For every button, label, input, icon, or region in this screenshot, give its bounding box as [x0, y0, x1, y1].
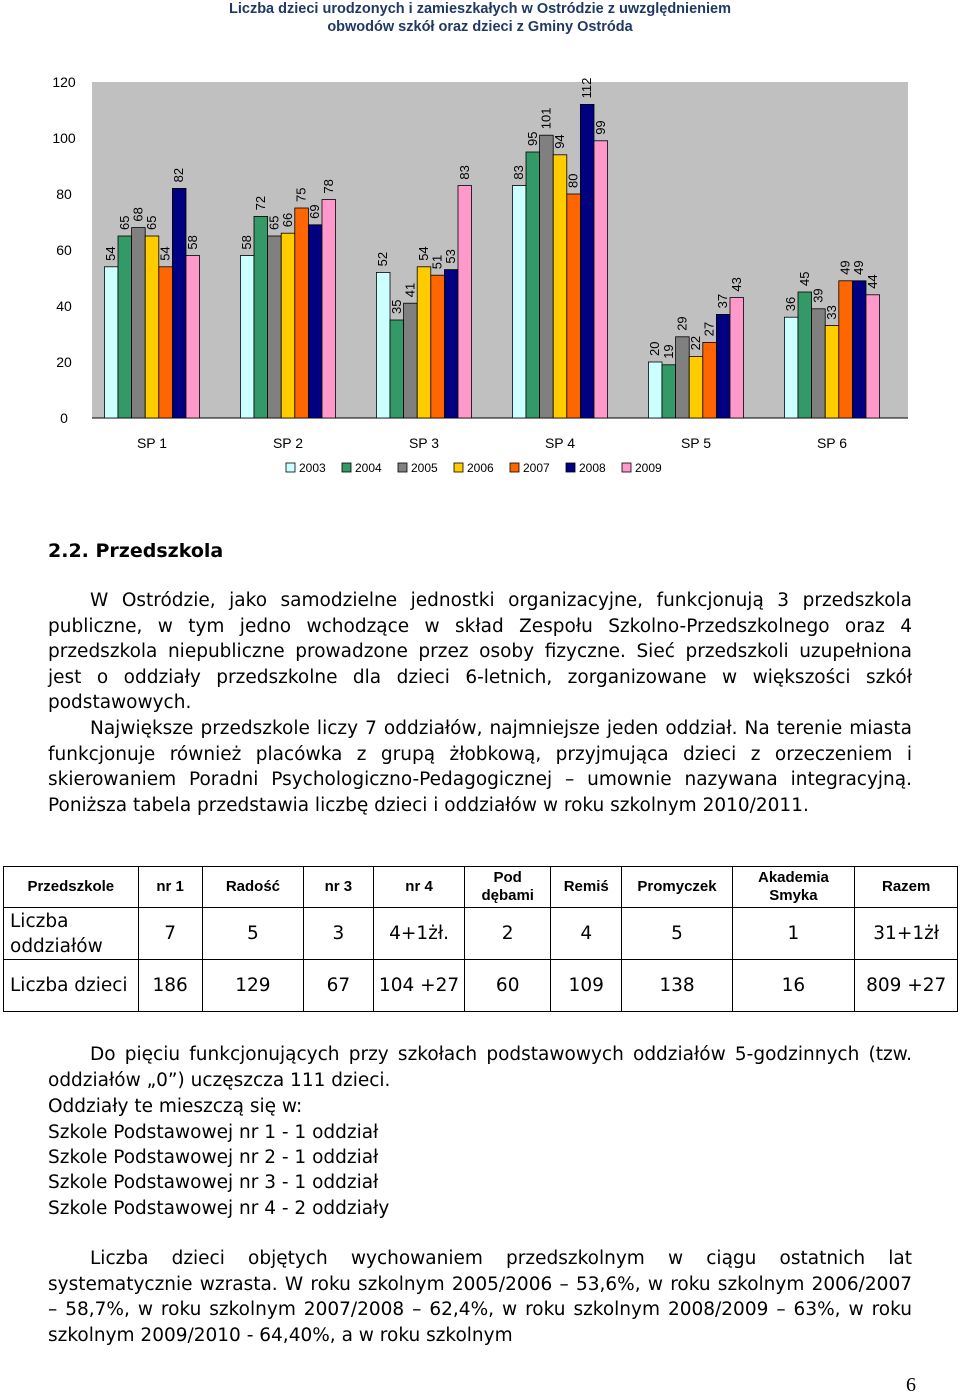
table-cell: 5 [202, 908, 303, 960]
bar-data-label: 65 [144, 215, 159, 230]
chart-bar [417, 267, 431, 418]
y-tick-label: 120 [52, 74, 76, 90]
table-header-cell: Akademia Smyka [732, 867, 855, 908]
table-cell: 109 [550, 960, 622, 1012]
table-cell: 809 +27 [855, 960, 958, 1012]
table-header-cell: Promyczek [622, 867, 732, 908]
table-cell: 4 [550, 908, 622, 960]
bar-data-label: 37 [715, 293, 731, 309]
bar-data-label: 52 [375, 251, 391, 267]
table-cell: 4+1żł. [373, 908, 465, 960]
chart-bar [281, 233, 295, 418]
bar-data-label: 99 [592, 120, 608, 135]
bar-data-label: 22 [688, 335, 703, 351]
table-cell: 31+1żł [855, 908, 958, 960]
chart-bar [553, 155, 567, 418]
table-cell: 138 [622, 960, 732, 1012]
bar-data-label: 44 [864, 274, 880, 289]
chart-bar [404, 303, 418, 418]
chart-bar [159, 267, 173, 418]
table-cell: 104 +27 [373, 960, 465, 1012]
bar-data-label: 27 [701, 321, 717, 337]
legend-swatch [622, 463, 631, 472]
chart-bar [852, 281, 866, 418]
chart-bar [730, 298, 744, 418]
legend-swatch [398, 463, 407, 472]
page-number: 6 [906, 1374, 916, 1396]
chart-bar [866, 295, 880, 418]
list-intro: Oddziały te mieszczą się w: [48, 1096, 303, 1117]
bar-data-label: 83 [456, 165, 472, 180]
x-tick-label: SP 3 [408, 435, 440, 451]
bar-data-label: 101 [538, 107, 554, 130]
bar-data-label: 82 [171, 167, 187, 183]
bar-data-label: 75 [293, 187, 309, 202]
legend-label: 2008 [579, 461, 606, 475]
bar-data-label: 43 [728, 277, 744, 292]
legend-label: 2004 [355, 461, 382, 475]
bar-data-label: 49 [837, 260, 853, 275]
x-tick-label: SP 6 [816, 435, 848, 451]
table-header-cell: Radość [202, 867, 303, 908]
chart-bar [458, 186, 472, 418]
chart-bar [798, 292, 812, 418]
chart-bar [703, 342, 717, 418]
chart-bar [662, 365, 676, 418]
preschool-table [3, 866, 958, 1012]
section-heading: 2.2. Przedszkola [48, 540, 224, 562]
table-row [4, 960, 958, 1012]
bar-data-label: 19 [660, 344, 676, 359]
chart-bar [240, 256, 254, 418]
chart-bar [444, 270, 458, 418]
table-header-cell: Razem [855, 867, 958, 908]
legend-swatch [342, 463, 351, 472]
chart-bar [308, 225, 322, 418]
paragraph-sizes: Największe przedszkole liczy 7 oddziałów, najmniejsze jeden oddział. Na terenie miasta funkcjonuje również placówka z grupą żłobkową, przyjmująca dzieci z orzeczeniem i skierowaniem Poradni Psychologiczno-Pedagogicznej – umownie nazywana integracyjną. Poniższa tabela przedstawia liczbę dzieci i oddziałów w roku szkolnym 2010/2011. [48, 718, 912, 816]
table-header-cell: Przedszkole [4, 867, 139, 908]
chart-bar [540, 135, 554, 418]
legend-swatch [510, 463, 519, 472]
chart-bar [104, 267, 118, 418]
bar-data-label: 72 [252, 195, 268, 211]
bar-data-label: 65 [116, 215, 132, 230]
bar-data-label: 83 [511, 165, 527, 180]
bar-data-label: 39 [810, 288, 826, 303]
chart-bar [132, 228, 146, 418]
table-row-label: Liczba dzieci [4, 960, 139, 1012]
y-tick-label: 40 [56, 298, 72, 314]
x-tick-label: SP 1 [136, 435, 168, 451]
table-header-row [4, 867, 958, 908]
paragraph-intro: W Ostródzie, jako samodzielne jednostki organizacyjne, funkcjonują 3 przedszkola publiczne, w tym jedno wchodzące w skład Zespołu Szkolno-Przedszkolnego oraz 4 przedszkola niepubliczne prowadzone przez osoby fizyczne. Sieć przedszkoli uzupełniona jest o oddziały przedszkolne dla dzieci 6-letnich, zorganizowane w większości szkół podstawowych. [48, 590, 912, 714]
chart-bar [567, 194, 581, 418]
bar-data-label: 54 [103, 246, 119, 261]
bar-data-label: 54 [157, 246, 173, 261]
list-item: Szkole Podstawowej nr 2 - 1 oddział [48, 1147, 379, 1168]
bar-data-label: 112 [579, 77, 595, 99]
bar-data-label: 53 [443, 249, 459, 264]
table-cell: 3 [304, 908, 373, 960]
table-cell: 129 [202, 960, 303, 1012]
bar-data-label: 33 [824, 305, 839, 320]
chart-bar [594, 141, 608, 418]
table-header-cell: nr 1 [138, 867, 202, 908]
chart-bar [254, 216, 268, 418]
bar-data-label: 69 [307, 204, 323, 219]
legend-swatch [454, 463, 463, 472]
table-cell: 2 [465, 908, 550, 960]
legend-swatch [286, 463, 295, 472]
bar-data-label: 95 [524, 131, 540, 146]
chart-title-line-2: obwodów szkół oraz dzieci z Gminy Ostróda [327, 19, 633, 35]
table-row [4, 908, 958, 960]
chart-bar [784, 317, 798, 418]
legend-label: 2006 [467, 461, 494, 475]
table-cell: 60 [465, 960, 550, 1012]
chart-bar [322, 200, 336, 418]
chart-bar [526, 152, 540, 418]
bar-data-label: 66 [280, 212, 295, 228]
chart-bar [825, 326, 839, 418]
bar-data-label: 49 [851, 260, 867, 275]
x-tick-label: SP 4 [544, 435, 576, 451]
bar-data-label: 54 [416, 246, 431, 261]
chart-bar [295, 208, 309, 418]
x-tick-label: SP 2 [272, 435, 304, 451]
chart-bar [580, 104, 594, 418]
table-cell: 16 [732, 960, 855, 1012]
bar-data-label: 58 [239, 235, 255, 250]
chart-bar [172, 188, 186, 418]
bar-data-label: 45 [796, 271, 812, 286]
bar-data-label: 29 [674, 316, 690, 331]
x-tick-label: SP 5 [680, 435, 712, 451]
table-row-label: Liczba oddziałów [4, 908, 139, 960]
table-cell: 186 [138, 960, 202, 1012]
bar-data-label: 68 [130, 207, 146, 222]
bar-data-label: 78 [320, 179, 336, 194]
table-header-cell: Remiś [550, 867, 622, 908]
list-item: Szkole Podstawowej nr 3 - 1 oddział [48, 1172, 379, 1193]
y-tick-label: 100 [52, 130, 76, 146]
bar-data-label: 94 [552, 134, 567, 149]
legend-swatch [566, 463, 575, 472]
bar-data-label: 80 [565, 173, 581, 188]
y-tick-label: 20 [56, 354, 72, 370]
legend-label: 2005 [411, 461, 438, 475]
chart-bar [512, 186, 526, 418]
table-cell: 1 [732, 908, 855, 960]
y-tick-label: 0 [60, 410, 68, 426]
legend-label: 2003 [299, 461, 326, 475]
paragraph-enrollment: Liczba dzieci objętych wychowaniem przedszkolnym w ciągu ostatnich lat systematycznie wzrasta. W roku szkolnym 2005/2006 – 53,6%, w roku szkolnym 2006/2007 – 58,7%, w roku szkolnym 2007/2008 – 62,4%, w roku szkolnym 2008/2009 – 63%, w roku szkolnym 2009/2010 - 64,40%, a w roku szkolnym [48, 1248, 912, 1346]
chart-bar [689, 356, 703, 418]
chart-bar [716, 314, 730, 418]
list-item: Szkole Podstawowej nr 4 - 2 oddziały [48, 1198, 390, 1219]
table-header-cell: nr 4 [373, 867, 465, 908]
bar-data-label: 36 [783, 296, 799, 312]
bar-data-label: 20 [647, 341, 663, 356]
legend-label: 2009 [635, 461, 662, 475]
bar-data-label: 41 [402, 282, 418, 298]
bar-data-label: 35 [388, 299, 404, 314]
table-header-cell: nr 3 [304, 867, 373, 908]
legend-label: 2007 [523, 461, 550, 475]
table-cell: 5 [622, 908, 732, 960]
paragraph-zero-classes: Do pięciu funkcjonujących przy szkołach podstawowych oddziałów 5-godzinnych (tzw. oddziałów „0”) uczęszcza 111 dzieci. [48, 1044, 912, 1091]
chart-bar [376, 272, 390, 418]
chart-bar [431, 275, 445, 418]
table-cell: 7 [138, 908, 202, 960]
bar-data-label: 58 [184, 235, 200, 250]
chart-bar [812, 309, 826, 418]
chart-bar [839, 281, 853, 418]
bar-data-label: 65 [266, 215, 282, 230]
table-cell: 67 [304, 960, 373, 1012]
chart-bar [118, 236, 132, 418]
list-item: Szkole Podstawowej nr 1 - 1 oddział [48, 1122, 379, 1143]
chart-bar [268, 236, 282, 418]
table-header-cell: Pod dębami [465, 867, 550, 908]
chart-bar [186, 256, 200, 418]
y-tick-label: 60 [56, 242, 72, 258]
chart-bar [390, 320, 404, 418]
bar-chart [0, 0, 960, 500]
y-tick-label: 80 [56, 186, 72, 202]
chart-title-line-1: Liczba dzieci urodzonych i zamieszkałych w Ostródzie z uwzględnieniem [229, 1, 731, 17]
chart-bar [145, 236, 159, 418]
bar-data-label: 51 [429, 254, 445, 270]
chart-bar [648, 362, 662, 418]
